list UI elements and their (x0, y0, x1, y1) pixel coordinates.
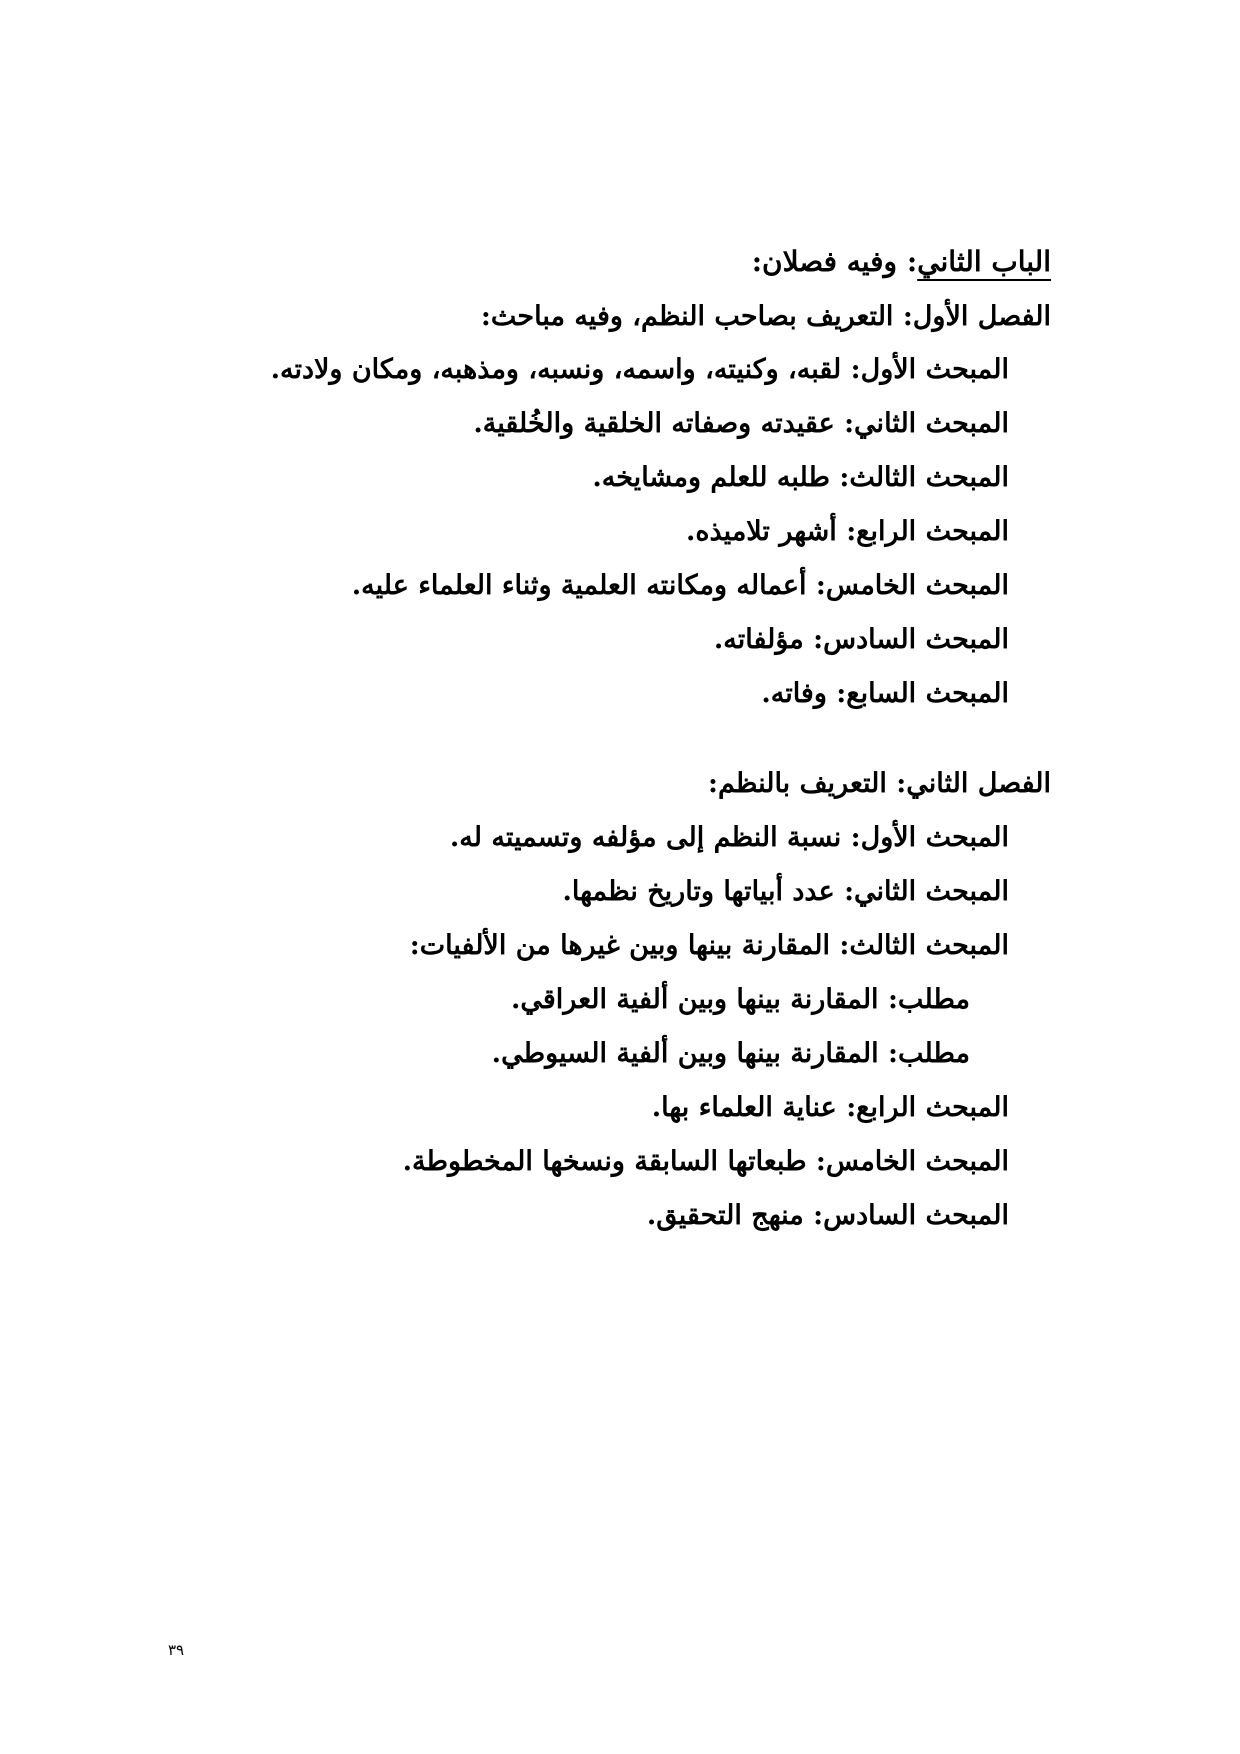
chapter-2-section-2: المبحث الثاني: عدد أبياتها وتاريخ نظمها. (562, 876, 1009, 907)
page-number: ٣٩ (168, 1641, 185, 1659)
part-title-label: الباب الثاني (917, 245, 1051, 278)
chapter-2-section-3: المبحث الثالث: المقارنة بينها وبين غيرها من الألفيات: (409, 930, 1009, 961)
chapter-1-section-5: المبحث الخامس: أعماله ومكانته العلمية وثناء العلماء عليه. (351, 570, 1009, 601)
chapter-2-section-6: المبحث السادس: منهج التحقيق. (646, 1200, 1009, 1231)
chapter-1-section-7: المبحث السابع: وفاته. (761, 678, 1009, 709)
part-title-rest: : وفيه فصلان: (751, 245, 918, 278)
chapter-2-subsection-1: مطلب: المقارنة بينها وبين ألفية العراقي. (511, 984, 970, 1015)
chapter-2-title: الفصل الثاني: التعريف بالنظم: (708, 768, 1051, 799)
chapter-1-section-4: المبحث الرابع: أشهر تلاميذه. (685, 516, 1009, 547)
chapter-2-section-5: المبحث الخامس: طبعاتها السابقة ونسخها المخطوطة. (402, 1146, 1009, 1177)
chapter-1-section-3: المبحث الثالث: طلبه للعلم ومشايخه. (592, 462, 1009, 493)
chapter-2-section-4: المبحث الرابع: عناية العلماء بها. (651, 1092, 1009, 1123)
chapter-1-section-6: المبحث السادس: مؤلفاته. (713, 624, 1009, 655)
chapter-1-title: الفصل الأول: التعريف بصاحب النظم، وفيه مباحث: (480, 301, 1051, 332)
chapter-2-subsection-2: مطلب: المقارنة بينها وبين ألفية السيوطي. (491, 1038, 970, 1069)
chapter-1-section-2: المبحث الثاني: عقيدته وصفاته الخلقية والخُلقية. (473, 408, 1009, 439)
part-title (752, 242, 1051, 282)
chapter-1-section-1: المبحث الأول: لقبه، وكنيته، واسمه، ونسبه، ومذهبه، ومكان ولادته. (270, 354, 1009, 385)
chapter-2-section-1: المبحث الأول: نسبة النظم إلى مؤلفه وتسميته له. (449, 822, 1009, 853)
